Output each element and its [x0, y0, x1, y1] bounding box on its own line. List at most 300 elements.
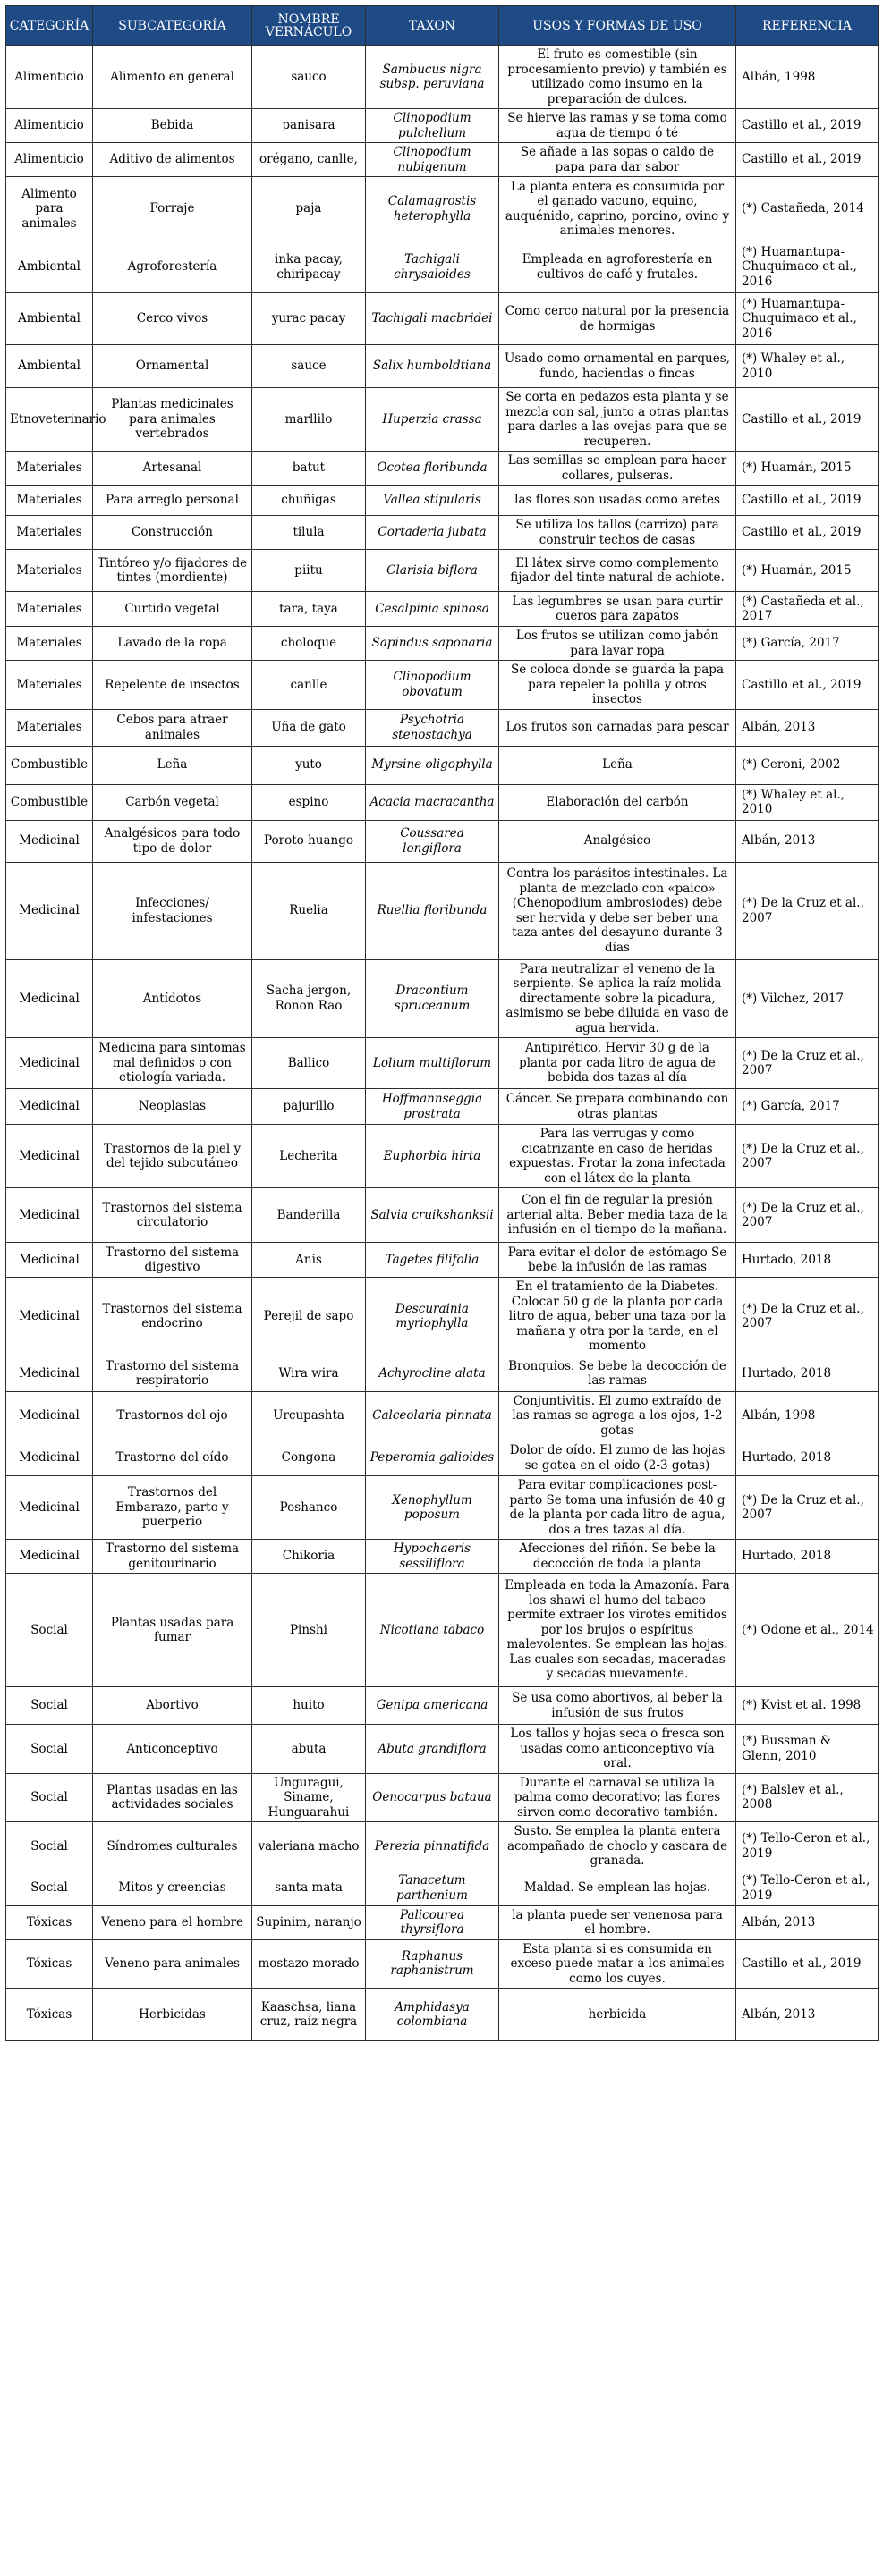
reference-cell: Hurtado, 2018: [736, 1440, 879, 1476]
use-cell: Se coloca donde se guarda la papa para repeler la polilla y otros insectos: [499, 661, 736, 710]
reference-cell: (*) De la Cruz et al., 2007: [736, 1125, 879, 1188]
reference-cell: Castillo et al., 2019: [736, 1939, 879, 1989]
column-header-subcategoria: [93, 6, 252, 46]
category-cell: Alimenticio: [6, 143, 93, 177]
subcategory-cell: Aditivo de alimentos: [93, 143, 252, 177]
subcategory-cell: Analgésicos para todo tipo de dolor: [93, 820, 252, 862]
vernacular-name-cell: Urcupashta: [252, 1391, 366, 1440]
reference-cell: (*) Odone et al., 2014: [736, 1574, 879, 1687]
category-cell: Ambiental: [6, 241, 93, 293]
category-cell: Medicinal: [6, 1476, 93, 1540]
table-row: [6, 1476, 879, 1540]
column-header-text: CATEGORÍA: [9, 18, 89, 33]
table-row: [6, 1278, 879, 1356]
vernacular-name-cell: Chikoria: [252, 1540, 366, 1574]
table-row: [6, 661, 879, 710]
category-cell: Materiales: [6, 627, 93, 661]
taxon-cell: Palicourea thyrsiflora: [366, 1905, 499, 1939]
table-row: [6, 550, 879, 592]
use-cell: Para evitar el dolor de estómago Se bebe la infusión de las ramas: [499, 1243, 736, 1278]
taxon-cell: Psychotria stenostachya: [366, 709, 499, 746]
taxon-cell: Sambucus nigra subsp. peruviana: [366, 46, 499, 109]
category-cell: Alimento para animales: [6, 177, 93, 241]
reference-cell: (*) De la Cruz et al., 2007: [736, 862, 879, 959]
subcategory-cell: Bebida: [93, 109, 252, 143]
subcategory-cell: Cebos para atraer animales: [93, 709, 252, 746]
use-cell: En el tratamiento de la Diabetes. Colocar 50 g de la planta por cada litro de agua, beber una taza por la mañana y otra por la tarde, en el momento: [499, 1278, 736, 1356]
column-header-nombre-vernaculo: [252, 6, 366, 46]
category-cell: Medicinal: [6, 959, 93, 1038]
category-cell: Medicinal: [6, 1188, 93, 1243]
category-cell: Social: [6, 1725, 93, 1774]
table-row: [6, 241, 879, 293]
category-cell: Medicinal: [6, 862, 93, 959]
column-header-referencia: [736, 6, 879, 46]
reference-cell: (*) Huamantupa-Chuquimaco et al., 2016: [736, 293, 879, 345]
category-cell: Social: [6, 1871, 93, 1905]
use-cell: Para neutralizar el veneno de la serpiente. Se aplica la raíz molida directamente sobre la picadura, asimismo se bebe diluida en vaso de agua hervida.: [499, 959, 736, 1038]
table-row: [6, 1939, 879, 1989]
column-header-text: USOS Y FORMAS DE USO: [532, 18, 702, 33]
vernacular-name-cell: Uña de gato: [252, 709, 366, 746]
taxon-cell: Peperomia galioides: [366, 1440, 499, 1476]
use-cell: Los frutos se utilizan como jabón para lavar ropa: [499, 627, 736, 661]
vernacular-name-cell: Supinim, naranjo: [252, 1905, 366, 1939]
taxon-cell: Calceolaria pinnata: [366, 1391, 499, 1440]
vernacular-name-cell: yuto: [252, 746, 366, 784]
subcategory-cell: Repelente de insectos: [93, 661, 252, 710]
taxon-cell: Tagetes filifolia: [366, 1243, 499, 1278]
table-row: [6, 592, 879, 627]
taxon-cell: Tanacetum parthenium: [366, 1871, 499, 1905]
taxon-cell: Hoffmannseggia prostrata: [366, 1089, 499, 1125]
taxon-cell: Amphidasya colombiana: [366, 1989, 499, 2041]
reference-cell: (*) De la Cruz et al., 2007: [736, 1188, 879, 1243]
reference-cell: (*) Castañeda et al., 2017: [736, 592, 879, 627]
vernacular-name-cell: orégano, canlle,: [252, 143, 366, 177]
vernacular-name-cell: pajurillo: [252, 1089, 366, 1125]
subcategory-cell: Mitos y creencias: [93, 1871, 252, 1905]
subcategory-cell: Trastornos del sistema endocrino: [93, 1278, 252, 1356]
subcategory-cell: Trastorno del oído: [93, 1440, 252, 1476]
subcategory-cell: Para arreglo personal: [93, 486, 252, 516]
subcategory-cell: Construcción: [93, 516, 252, 550]
use-cell: Antipirético. Hervir 30 g de la planta por cada litro de agua de bebida dos tazas al día: [499, 1038, 736, 1089]
taxon-cell: Clinopodium obovatum: [366, 661, 499, 710]
use-cell: Elaboración del carbón: [499, 784, 736, 820]
vernacular-name-cell: canlle: [252, 661, 366, 710]
subcategory-cell: Veneno para el hombre: [93, 1905, 252, 1939]
table-row: [6, 293, 879, 345]
reference-cell: (*) Tello-Ceron et al., 2019: [736, 1871, 879, 1905]
vernacular-name-cell: Unguragui, Siname, Hunguarahui: [252, 1773, 366, 1822]
subcategory-cell: Tintóreo y/o fijadores de tintes (mordiente): [93, 550, 252, 592]
ethnobotany-table: [5, 5, 879, 2041]
use-cell: El látex sirve como complemento fijador del tinte natural de achiote.: [499, 550, 736, 592]
table-row: [6, 1440, 879, 1476]
reference-cell: (*) Ceroni, 2002: [736, 746, 879, 784]
use-cell: Se añade a las sopas o caldo de papa para dar sabor: [499, 143, 736, 177]
table-row: [6, 1822, 879, 1871]
reference-cell: (*) Huamán, 2015: [736, 550, 879, 592]
reference-cell: Castillo et al., 2019: [736, 143, 879, 177]
category-cell: Materiales: [6, 661, 93, 710]
use-cell: La planta entera es consumida por el ganado vacuno, equino, auquénido, caprino, porcino, ovino y animales menores.: [499, 177, 736, 241]
vernacular-name-cell: Pinshi: [252, 1574, 366, 1687]
vernacular-name-cell: santa mata: [252, 1871, 366, 1905]
table-row: [6, 345, 879, 388]
taxon-cell: Salvia cruikshanksii: [366, 1188, 499, 1243]
vernacular-name-cell: tilula: [252, 516, 366, 550]
table-row: [6, 1989, 879, 2041]
vernacular-name-cell: Poshanco: [252, 1476, 366, 1540]
reference-cell: (*) De la Cruz et al., 2007: [736, 1476, 879, 1540]
category-cell: Medicinal: [6, 1540, 93, 1574]
category-cell: Medicinal: [6, 1089, 93, 1125]
use-cell: Para las verrugas y como cicatrizante en caso de heridas expuestas. Frotar la zona infectada con el látex de la planta: [499, 1125, 736, 1188]
table-row: [6, 1125, 879, 1188]
table-row: [6, 388, 879, 452]
category-cell: Combustible: [6, 784, 93, 820]
reference-cell: Castillo et al., 2019: [736, 516, 879, 550]
table-body: [6, 46, 879, 2041]
column-header-taxon: [366, 6, 499, 46]
reference-cell: Castillo et al., 2019: [736, 109, 879, 143]
use-cell: Leña: [499, 746, 736, 784]
reference-cell: (*) Castañeda, 2014: [736, 177, 879, 241]
subcategory-cell: Trastornos del sistema circulatorio: [93, 1188, 252, 1243]
reference-cell: (*) Whaley et al., 2010: [736, 784, 879, 820]
taxon-cell: Genipa americana: [366, 1687, 499, 1725]
vernacular-name-cell: yurac pacay: [252, 293, 366, 345]
use-cell: Los tallos y hojas seca o fresca son usadas como anticonceptivo vía oral.: [499, 1725, 736, 1774]
subcategory-cell: Antídotos: [93, 959, 252, 1038]
vernacular-name-cell: mostazo morado: [252, 1939, 366, 1989]
table-row: [6, 820, 879, 862]
table-row: [6, 1540, 879, 1574]
subcategory-cell: Curtido vegetal: [93, 592, 252, 627]
column-header-text: VERNÁCULO: [265, 24, 352, 39]
column-header-usos: [499, 6, 736, 46]
reference-cell: Hurtado, 2018: [736, 1356, 879, 1391]
taxon-cell: Nicotiana tabaco: [366, 1574, 499, 1687]
vernacular-name-cell: Lecherita: [252, 1125, 366, 1188]
subcategory-cell: Síndromes culturales: [93, 1822, 252, 1871]
category-cell: Medicinal: [6, 1356, 93, 1391]
category-cell: Medicinal: [6, 1243, 93, 1278]
category-cell: Materiales: [6, 550, 93, 592]
vernacular-name-cell: Perejil de sapo: [252, 1278, 366, 1356]
table-row: [6, 452, 879, 486]
use-cell: Cáncer. Se prepara combinando con otras plantas: [499, 1089, 736, 1125]
use-cell: herbicida: [499, 1989, 736, 2041]
subcategory-cell: Plantas usadas en las actividades sociales: [93, 1773, 252, 1822]
use-cell: Las legumbres se usan para curtir cueros para zapatos: [499, 592, 736, 627]
subcategory-cell: Abortivo: [93, 1687, 252, 1725]
category-cell: Medicinal: [6, 1440, 93, 1476]
subcategory-cell: Lavado de la ropa: [93, 627, 252, 661]
category-cell: Ambiental: [6, 293, 93, 345]
reference-cell: Hurtado, 2018: [736, 1540, 879, 1574]
table-row: [6, 1243, 879, 1278]
reference-cell: Albán, 2013: [736, 1989, 879, 2041]
table-row: [6, 627, 879, 661]
table-row: [6, 177, 879, 241]
use-cell: Se corta en pedazos esta planta y se mezcla con sal, junto a otras plantas para darles a las ovejas para que se recuperen.: [499, 388, 736, 452]
taxon-cell: Perezia pinnatifida: [366, 1822, 499, 1871]
category-cell: Social: [6, 1687, 93, 1725]
taxon-cell: Descurainia myriophylla: [366, 1278, 499, 1356]
vernacular-name-cell: Wira wira: [252, 1356, 366, 1391]
taxon-cell: Hypochaeris sessiliflora: [366, 1540, 499, 1574]
subcategory-cell: Artesanal: [93, 452, 252, 486]
category-cell: Tóxicas: [6, 1989, 93, 2041]
vernacular-name-cell: piitu: [252, 550, 366, 592]
taxon-cell: Ruellia floribunda: [366, 862, 499, 959]
taxon-cell: Achyrocline alata: [366, 1356, 499, 1391]
reference-cell: (*) García, 2017: [736, 1089, 879, 1125]
category-cell: Medicinal: [6, 1038, 93, 1089]
taxon-cell: Lolium multiflorum: [366, 1038, 499, 1089]
table-row: [6, 862, 879, 959]
use-cell: Conjuntivitis. El zumo extraído de las ramas se agrega a los ojos, 1-2 gotas: [499, 1391, 736, 1440]
subcategory-cell: Alimento en general: [93, 46, 252, 109]
category-cell: Social: [6, 1773, 93, 1822]
vernacular-name-cell: chuñigas: [252, 486, 366, 516]
vernacular-name-cell: Poroto huango: [252, 820, 366, 862]
use-cell: Afecciones del riñón. Se bebe la decocción de toda la planta: [499, 1540, 736, 1574]
taxon-cell: Calamagrostis heterophylla: [366, 177, 499, 241]
reference-cell: (*) Huamán, 2015: [736, 452, 879, 486]
vernacular-name-cell: marllilo: [252, 388, 366, 452]
taxon-cell: Salix humboldtiana: [366, 345, 499, 388]
use-cell: Con el fin de regular la presión arterial alta. Beber media taza de la infusión en el tiempo de la mañana.: [499, 1188, 736, 1243]
column-header-text: SUBCATEGORÍA: [118, 18, 226, 33]
reference-cell: Albán, 2013: [736, 820, 879, 862]
category-cell: Materiales: [6, 452, 93, 486]
taxon-cell: Vallea stipularis: [366, 486, 499, 516]
table-row: [6, 1391, 879, 1440]
subcategory-cell: Plantas usadas para fumar: [93, 1574, 252, 1687]
use-cell: Susto. Se emplea la planta entera acompañado de choclo y cascara de granada.: [499, 1822, 736, 1871]
category-cell: Materiales: [6, 709, 93, 746]
use-cell: Empleada en agroforestería en cultivos de café y frutales.: [499, 241, 736, 293]
category-cell: Materiales: [6, 592, 93, 627]
taxon-cell: Sapindus saponaria: [366, 627, 499, 661]
vernacular-name-cell: abuta: [252, 1725, 366, 1774]
subcategory-cell: Ornamental: [93, 345, 252, 388]
reference-cell: Albán, 1998: [736, 46, 879, 109]
reference-cell: (*) Tello-Ceron et al., 2019: [736, 1822, 879, 1871]
taxon-cell: Tachigali chrysaloides: [366, 241, 499, 293]
reference-cell: Hurtado, 2018: [736, 1243, 879, 1278]
category-cell: Social: [6, 1822, 93, 1871]
reference-cell: (*) Kvist et al. 1998: [736, 1687, 879, 1725]
column-header-text: TAXON: [408, 18, 456, 33]
subcategory-cell: Trastornos del ojo: [93, 1391, 252, 1440]
subcategory-cell: Trastorno del sistema genitourinario: [93, 1540, 252, 1574]
column-header-text: NOMBRE: [277, 12, 340, 27]
table-row: [6, 784, 879, 820]
category-cell: Tóxicas: [6, 1939, 93, 1989]
use-cell: Los frutos son carnadas para pescar: [499, 709, 736, 746]
vernacular-name-cell: Congona: [252, 1440, 366, 1476]
table-row: [6, 1687, 879, 1725]
category-cell: Tóxicas: [6, 1905, 93, 1939]
reference-cell: (*) De la Cruz et al., 2007: [736, 1038, 879, 1089]
taxon-cell: Ocotea floribunda: [366, 452, 499, 486]
use-cell: El fruto es comestible (sin procesamiento previo) y también es utilizado como insumo en la preparación de dulces.: [499, 46, 736, 109]
taxon-cell: Xenophyllum poposum: [366, 1476, 499, 1540]
subcategory-cell: Leña: [93, 746, 252, 784]
table-row: [6, 486, 879, 516]
taxon-cell: Clinopodium pulchellum: [366, 109, 499, 143]
category-cell: Medicinal: [6, 820, 93, 862]
reference-cell: (*) De la Cruz et al., 2007: [736, 1278, 879, 1356]
category-cell: Materiales: [6, 486, 93, 516]
category-cell: Alimenticio: [6, 46, 93, 109]
taxon-cell: Cortaderia jubata: [366, 516, 499, 550]
category-cell: Medicinal: [6, 1125, 93, 1188]
taxon-cell: Raphanus raphanistrum: [366, 1939, 499, 1989]
table-row: [6, 1356, 879, 1391]
table-row: [6, 109, 879, 143]
reference-cell: Castillo et al., 2019: [736, 661, 879, 710]
vernacular-name-cell: Sacha jergon, Ronon Rao: [252, 959, 366, 1038]
table-row: [6, 1871, 879, 1905]
taxon-cell: Abuta grandiflora: [366, 1725, 499, 1774]
category-cell: Alimenticio: [6, 109, 93, 143]
vernacular-name-cell: tara, taya: [252, 592, 366, 627]
table-row: [6, 1188, 879, 1243]
vernacular-name-cell: sauco: [252, 46, 366, 109]
use-cell: Analgésico: [499, 820, 736, 862]
subcategory-cell: Agroforestería: [93, 241, 252, 293]
category-cell: Medicinal: [6, 1391, 93, 1440]
use-cell: Dolor de oído. El zumo de las hojas se gotea en el oído (2-3 gotas): [499, 1440, 736, 1476]
reference-cell: (*) García, 2017: [736, 627, 879, 661]
table-row: [6, 516, 879, 550]
table-row: [6, 1773, 879, 1822]
use-cell: Usado como ornamental en parques, fundo, haciendas o fincas: [499, 345, 736, 388]
reference-cell: (*) Whaley et al., 2010: [736, 345, 879, 388]
vernacular-name-cell: panisara: [252, 109, 366, 143]
use-cell: Maldad. Se emplean las hojas.: [499, 1871, 736, 1905]
taxon-cell: Coussarea longiflora: [366, 820, 499, 862]
reference-cell: (*) Bussman & Glenn, 2010: [736, 1725, 879, 1774]
subcategory-cell: Medicina para síntomas mal definidos o con etiología variada.: [93, 1038, 252, 1089]
reference-cell: Castillo et al., 2019: [736, 486, 879, 516]
table-row: [6, 1089, 879, 1125]
column-header-categoria: [6, 6, 93, 46]
category-cell: Combustible: [6, 746, 93, 784]
use-cell: Para evitar complicaciones post-parto Se toma una infusión de 40 g de la planta por cada litro de agua, dos a tres tazas al día.: [499, 1476, 736, 1540]
vernacular-name-cell: valeriana macho: [252, 1822, 366, 1871]
column-header-text: REFERENCIA: [761, 18, 853, 33]
use-cell: la planta puede ser venenosa para el hombre.: [499, 1905, 736, 1939]
use-cell: Durante el carnaval se utiliza la palma como decorativo; las flores sirven como decorativo también.: [499, 1773, 736, 1822]
subcategory-cell: Infecciones/ infestaciones: [93, 862, 252, 959]
taxon-cell: Cesalpinia spinosa: [366, 592, 499, 627]
vernacular-name-cell: Kaaschsa, liana cruz, raíz negra: [252, 1989, 366, 2041]
subcategory-cell: Neoplasias: [93, 1089, 252, 1125]
use-cell: Se hierve las ramas y se toma como agua de tiempo ó té: [499, 109, 736, 143]
vernacular-name-cell: Ruelia: [252, 862, 366, 959]
taxon-cell: Oenocarpus bataua: [366, 1773, 499, 1822]
use-cell: Esta planta si es consumida en exceso puede matar a los animales como los cuyes.: [499, 1939, 736, 1989]
vernacular-name-cell: Banderilla: [252, 1188, 366, 1243]
use-cell: Contra los parásitos intestinales. La planta de mezclado con «paico» (Chenopodium ambrosiodes) debe ser hervida y debe ser beber una taza antes del desayuno durante 3 días: [499, 862, 736, 959]
category-cell: Materiales: [6, 516, 93, 550]
subcategory-cell: Forraje: [93, 177, 252, 241]
category-cell: Ambiental: [6, 345, 93, 388]
taxon-cell: Clarisia biflora: [366, 550, 499, 592]
table-row: [6, 1725, 879, 1774]
subcategory-cell: Plantas medicinales para animales vertebrados: [93, 388, 252, 452]
taxon-cell: Myrsine oligophylla: [366, 746, 499, 784]
subcategory-cell: Carbón vegetal: [93, 784, 252, 820]
use-cell: las flores son usadas como aretes: [499, 486, 736, 516]
table-row: [6, 1905, 879, 1939]
reference-cell: Castillo et al., 2019: [736, 388, 879, 452]
reference-cell: Albán, 2013: [736, 1905, 879, 1939]
table-row: [6, 746, 879, 784]
vernacular-name-cell: paja: [252, 177, 366, 241]
use-cell: Como cerco natural por la presencia de hormigas: [499, 293, 736, 345]
vernacular-name-cell: Ballico: [252, 1038, 366, 1089]
table-row: [6, 143, 879, 177]
taxon-cell: Euphorbia hirta: [366, 1125, 499, 1188]
subcategory-cell: Herbicidas: [93, 1989, 252, 2041]
table-row: [6, 1574, 879, 1687]
vernacular-name-cell: choloque: [252, 627, 366, 661]
table-header-row: [6, 6, 879, 46]
reference-cell: Albán, 2013: [736, 709, 879, 746]
use-cell: Se usa como abortivos, al beber la infusión de sus frutos: [499, 1687, 736, 1725]
use-cell: Bronquios. Se bebe la decocción de las ramas: [499, 1356, 736, 1391]
use-cell: Se utiliza los tallos (carrizo) para construir techos de casas: [499, 516, 736, 550]
vernacular-name-cell: huito: [252, 1687, 366, 1725]
subcategory-cell: Trastorno del sistema respiratorio: [93, 1356, 252, 1391]
subcategory-cell: Trastornos de la piel y del tejido subcutáneo: [93, 1125, 252, 1188]
table-row: [6, 1038, 879, 1089]
reference-cell: (*) Huamantupa-Chuquimaco et al., 2016: [736, 241, 879, 293]
subcategory-cell: Anticonceptivo: [93, 1725, 252, 1774]
category-cell: Social: [6, 1574, 93, 1687]
vernacular-name-cell: inka pacay, chiripacay: [252, 241, 366, 293]
taxon-cell: Clinopodium nubigenum: [366, 143, 499, 177]
reference-cell: (*) Vilchez, 2017: [736, 959, 879, 1038]
subcategory-cell: Veneno para animales: [93, 1939, 252, 1989]
category-cell: Etnoveterinario: [6, 388, 93, 452]
table-row: [6, 959, 879, 1038]
table-row: [6, 46, 879, 109]
reference-cell: (*) Balslev et al., 2008: [736, 1773, 879, 1822]
subcategory-cell: Cerco vivos: [93, 293, 252, 345]
vernacular-name-cell: Anis: [252, 1243, 366, 1278]
vernacular-name-cell: batut: [252, 452, 366, 486]
reference-cell: Albán, 1998: [736, 1391, 879, 1440]
vernacular-name-cell: sauce: [252, 345, 366, 388]
taxon-cell: Acacia macracantha: [366, 784, 499, 820]
taxon-cell: Dracontium spruceanum: [366, 959, 499, 1038]
subcategory-cell: Trastornos del Embarazo, parto y puerperio: [93, 1476, 252, 1540]
use-cell: Empleada en toda la Amazonía. Para los shawi el humo del tabaco permite extraer los virotes emitidos por los brujos o espíritus malevolentes. Se emplean las hojas. Las cuales son secadas, maceradas y secadas nuevamente.: [499, 1574, 736, 1687]
use-cell: Las semillas se emplean para hacer collares, pulseras.: [499, 452, 736, 486]
taxon-cell: Tachigali macbridei: [366, 293, 499, 345]
subcategory-cell: Trastorno del sistema digestivo: [93, 1243, 252, 1278]
vernacular-name-cell: espino: [252, 784, 366, 820]
